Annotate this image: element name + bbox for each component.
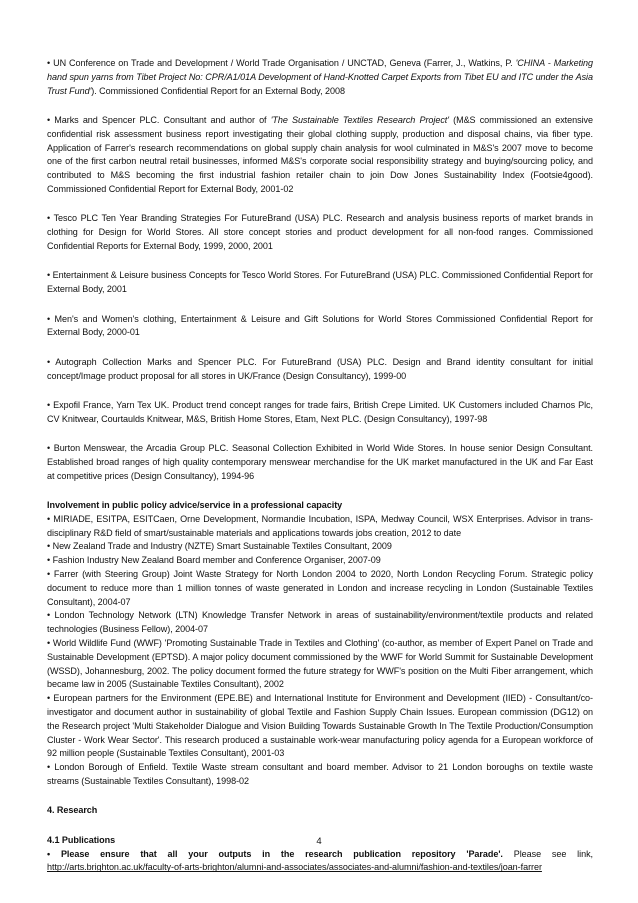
cv-entry-expofil: • Expofil France, Yarn Tex UK. Product trend concept ranges for trade fairs, British Crepe Limited. UK Customers included Charnos Plc, CV Knitwear, Courtaulds Knitwear, M&S, British Home Stores, Etam, Next PLC. (Design Consultancy), 1997-98: [47, 399, 593, 424]
publications-heading: 4.1 Publications: [47, 834, 116, 845]
publications-note: • Please ensure that all your outputs in the research publication repository 'Parade'. Please see link, http://arts.brighton.ac.uk/faculty-of-arts-brighton/alumni-and-associates/associates-and-alumni/fashion-and-textiles/joan-farrer: [47, 848, 594, 873]
cv-entry-autograph: • Autograph Collection Marks and Spencer PLC. For FutureBrand (USA) PLC. Design and Brand identity consultant for initial concept/Image product proposal for all stores in UK/France (Design Consultancy), 1999-00: [47, 356, 593, 381]
policy-item: • World Wildlife Fund (WWF) 'Promoting Sustainable Trade in Textiles and Clothing' (co-author, as member of Expert Panel on Trade and Sustainable Development (EPTSD). A major policy document commissioned by the WWF for World Summit for Sustainable Development (WSSD), Johannesburg, 2002. The policy document formed the future strategy for WWF's position on the Multi Fiber arrangement, which became law in 2005 (Sustainable Textiles Consultant), 2002: [47, 638, 593, 690]
policy-heading: Involvement in public policy advice/service in a professional capacity: [47, 500, 343, 511]
document-body: [47, 57, 593, 875]
cv-entry-burton: • Burton Menswear, the Arcadia Group PLC. Seasonal Collection Exhibited in World Wide Stores. In house senior Design Consultant. Established broad ranges of high quality contemporary menswear merchandise for the UK market manufactured in the UK and Far East at competitive prices (Design Consultancy), 1994-96: [47, 443, 593, 481]
cv-entry-tesco-branding: • Tesco PLC Ten Year Branding Strategies For FutureBrand (USA) PLC. Research and analysis business reports of market brands in clothing for Design for World Stores. All store concept stories and product development for all non-food ranges. Commissioned Confidential Reports for External Body, 1999, 2000, 2001: [47, 213, 593, 251]
cv-entry-world-stores: • Men's and Women's clothing, Entertainment & Leisure and Gift Solutions for World Stores Commissioned Confidential Report for External Body, 2000-01: [47, 313, 593, 338]
cv-entry-marks-spencer: • Marks and Spencer PLC. Consultant and author of 'The Sustainable Textiles Research Project' (M&S commissioned an extensive confidential risk assessment business report investigating their global clothing supply, production and disposal chains, via fiber type. Application of Farrer's research recommendations on global supply chain analysis for wool culminated in M&S's 2007 move to become one of the first carbon neutral retail businesses, informed M&S's corporate social responsibility strategy and buying/sourcing policy, and contributed to M&S becoming the first industrial fashion retailer chain to join Dow Jones Sustainability Index (Footsie4good). Commissioned Confidential Report for External Body, 2001-02: [47, 114, 593, 194]
policy-item: • London Technology Network (LTN) Knowledge Transfer Network in areas of sustainability/environment/textile products and related technologies (Business Fellow), 2004-07: [47, 610, 593, 635]
page-number: 4: [316, 836, 322, 847]
policy-item: • MIRIADE, ESITPA, ESITCaen, Orne Development, Normandie Incubation, ISPA, Medway Council, WSX Enterprises. Advisor in trans-disciplinary R&D field of smart/sustainable materials and applications towards jobs creation, 2012 to date: [47, 513, 593, 538]
cv-entry-unctad: • UN Conference on Trade and Development / World Trade Organisation / UNCTAD, Geneva (Farrer, J., Watkins, P. 'CHINA - Marketing hand spun yarns from Tibet Project No: CPR/A1/01A Development of Hand-Knotted Carpet Exports from Tibet EU and ITC under the Asia Trust Fund'). Commissioned Confidential Report for an External Body, 2008: [47, 58, 593, 96]
policy-item: • London Borough of Enfield. Textile Waste stream consultant and board member. Advisor to 21 London boroughs on textile waste streams (Sustainable Textiles Consultant), 1998-02: [47, 762, 593, 787]
policy-item: • New Zealand Trade and Industry (NZTE) Smart Sustainable Textiles Consultant, 2009: [47, 541, 392, 552]
cv-entry-tesco-leisure: • Entertainment & Leisure business Concepts for Tesco World Stores. For FutureBrand (USA) PLC. Commissioned Confidential Report for External Body, 2001: [47, 270, 593, 295]
policy-item: • Farrer (with Steering Group) Joint Waste Strategy for North London 2004 to 2020, North London Recycling Forum. Strategic policy document to reduce more than 1 million tonnes of waste generated in London and increase recycling in London (Sustainable Textiles Consultant), 2004-07: [47, 569, 593, 607]
policy-item: • European partners for the Environment (EPE.BE) and International Institute for Environment and Development (IIED) - Consultant/co-investigator and document author in sustainability of global Textile and Fashion Supply Chain Issues. European commission (DG12) on the Research project 'Multi Stakeholder Dialogue and Vision Building Towards Sustainable Growth In The Textile Production/Consumption Cluster - Work Wear Sector'. This research produced a sustainable work-wear manufacturing policy agenda for a European workforce of 92 million people (Sustainable Textiles Consultant), 2001-03: [47, 693, 593, 759]
policy-item: • Fashion Industry New Zealand Board member and Conference Organiser, 2007-09: [47, 555, 381, 566]
parade-repository-link[interactable]: http://arts.brighton.ac.uk/faculty-of-arts-brighton/alumni-and-associates/associates-and-alumni/fashion-and-textiles/joan-farrer: [47, 862, 542, 873]
research-heading: 4. Research: [47, 805, 98, 816]
